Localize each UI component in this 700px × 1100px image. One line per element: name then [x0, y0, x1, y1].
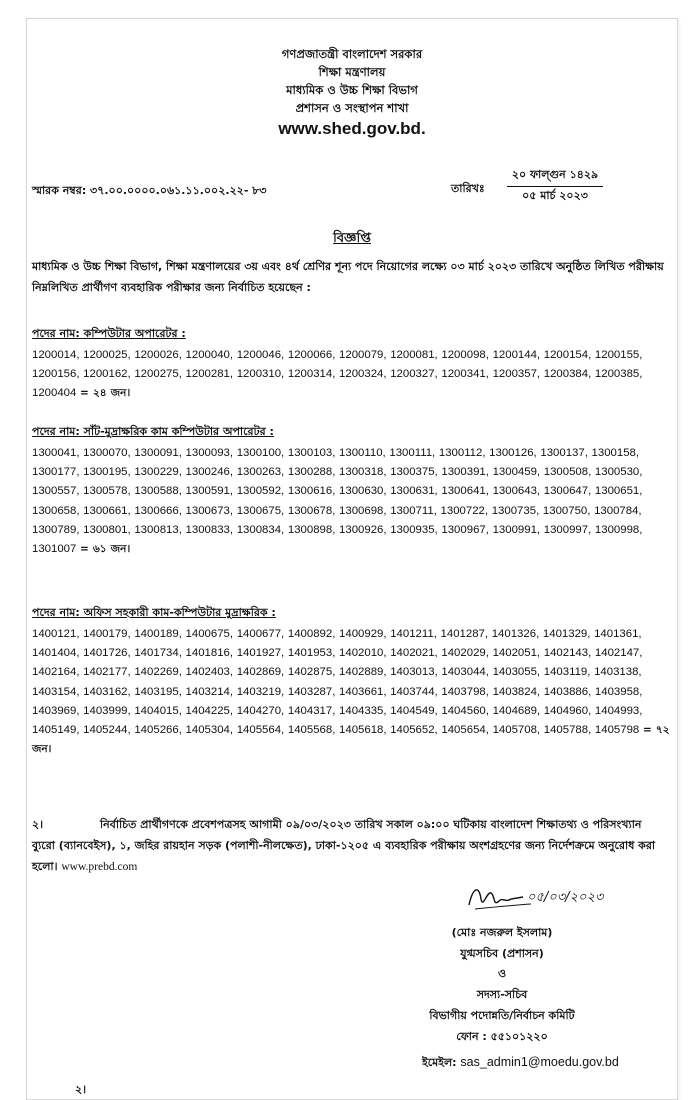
- branch-name: প্রশাসন ও সংস্থাপন শাখা: [295, 101, 409, 115]
- roll-numbers: [32, 444, 672, 559]
- section-title: পদের নাম: সাঁট-মুদ্রাক্ষরিক কাম কম্পিউটার অপারেটর :: [32, 425, 274, 438]
- notice-title-text: বিজ্ঞপ্তি: [333, 231, 371, 246]
- signatory-member: সদস্য-সচিব: [476, 988, 528, 1001]
- date-english: ০৫ মার্চ ২০২৩: [522, 189, 588, 202]
- letterhead: [27, 45, 677, 141]
- section-stenographer: [32, 423, 672, 559]
- date-bangla: ২০ ফাল্গুন ১৪২৯: [507, 166, 603, 187]
- ministry-name: শিক্ষা মন্ত্রণালয়: [318, 65, 386, 79]
- section-office-assistant: [32, 604, 672, 759]
- roll-numbers: [32, 346, 672, 404]
- conjunction: ও: [497, 967, 507, 980]
- section-title: পদের নাম: অফিস সহকারী কাম-কম্পিউটার মুদ্রাক্ষরিক :: [32, 606, 276, 619]
- section-title: পদের নাম: কম্পিউটার অপারেটর :: [32, 327, 186, 340]
- handwritten-signature: [465, 879, 635, 919]
- paragraph-number: ২।: [32, 818, 44, 831]
- watermark-website[interactable]: www.prebd.com: [61, 861, 138, 873]
- candidate-count: = ৬১ জন।: [80, 543, 131, 556]
- intro-paragraph: মাধ্যমিক ও উচ্চ শিক্ষা বিভাগ, শিক্ষা মন্ত্রণালয়ের ৩য় এবং ৪র্থ শ্রেণির শূন্য পদে নিয়োগের লক্ষ্যে ০৩ মার্চ ২০২৩ তারিখে অনুষ্ঠিত লিখিত পরীক্ষায় নিম্নলিখিত প্রার্থীগণ ব্যবহারিক পরীক্ষার জন্য নির্বাচিত হয়েছেন :: [32, 260, 664, 294]
- notice-title: [27, 229, 677, 250]
- roll-number-list: 1300041, 1300070, 1300091, 1300093, 1300100, 1300103, 1300110, 1300111, 1300112, 1300126, 1300137, 1300158, 1300177, 1300195, 1300229, 1300246, 1300263, 1300288, 1300318, 1300375, 1300391, 1300459, 1300508, 1300530, 1300557, 1300578, 1300588, 1300591, 1300592, 1300616, 1300630, 1300631, 1300641, 1300643, 1300647, 1300651, 1300658, 1300661, 1300666, 1300673, 1300675, 1300678, 1300698, 1300711, 1300722, 1300735, 1300750, 1300784, 1300789, 1300801, 1300813, 1300833, 1300834, 1300898, 1300926, 1300935, 1300967, 1300991, 1300997, 1300998, 1301007: [32, 447, 643, 556]
- footer-number: ২।: [75, 1083, 87, 1096]
- signatory-name: (মোঃ নজরুল ইসলাম): [451, 926, 553, 939]
- instruction-text: নির্বাচিত প্রার্থীগণকে প্রবেশপত্রসহ আগামী ০৯/০৩/২০২৩ তারিখ সকাল ০৯:০০ ঘটিকায় বাংলাদেশ শিক্ষাতথ্য ও পরিসংখ্যান ব্যুরো (ব্যানবেইস), ১, জহির রায়হান সড়ক (পলাশী-নীলক্ষেত), ঢাকা-১২০৫ এ ব্যবহারিক পরীক্ষায় অংশগ্রহণের জন্য নির্দেশক্রমে অনুরোধ করা হলো।: [32, 818, 656, 873]
- roll-numbers: [32, 625, 672, 759]
- roll-number-list: 1200014, 1200025, 1200026, 1200040, 1200046, 1200066, 1200079, 1200081, 1200098, 1200144, 1200154, 1200155, 1200156, 1200162, 1200275, 1200281, 1200310, 1200314, 1200324, 1200327, 1200341, 1200357, 1200384, 1200385, 1200404: [32, 349, 643, 400]
- roll-number-list: 1400121, 1400179, 1400189, 1400675, 1400677, 1400892, 1400929, 1401211, 1401287, 1401326, 1401329, 1401361, 1401404, 1401726, 1401734, 1401816, 1401927, 1401953, 1402010, 1402021, 1402029, 1402051, 1402143, 1402147, 1402164, 1402177, 1402269, 1402403, 1402869, 1402875, 1402889, 1403013, 1403044, 1403055, 1403119, 1403138, 1403154, 1403162, 1403195, 1403214, 1403219, 1403287, 1403661, 1403744, 1403798, 1403824, 1403886, 1403958, 1403969, 1403999, 1404015, 1404225, 1404270, 1404317, 1404335, 1404549, 1404560, 1404689, 1404960, 1404993, 1405149, 1405244, 1405266, 1405304, 1405564, 1405568, 1405618, 1405652, 1405654, 1405708, 1405788, 1405798: [32, 628, 643, 737]
- division-name: মাধ্যমিক ও উচ্চ শিক্ষা বিভাগ: [286, 83, 418, 97]
- date-label: তারিখঃ: [451, 182, 485, 195]
- signatory-block: [377, 922, 627, 1047]
- candidate-count: = ২৪ জন।: [80, 387, 131, 400]
- memo-number: স্মারক নম্বর: ৩৭.০০.০০০০.০৬১.১১.০০২.২২- ৮৩: [32, 184, 267, 197]
- candidate-count: = ৭২ জন।: [32, 724, 670, 756]
- govt-name: গণপ্রজাতন্ত্রী বাংলাদেশ সরকার: [281, 47, 423, 61]
- instruction-paragraph: [32, 814, 667, 878]
- signatory-email: [422, 1054, 619, 1073]
- date-block: [451, 165, 681, 207]
- email-address[interactable]: sas_admin1@moedu.gov.bd: [460, 1055, 619, 1069]
- signatory-committee: বিভাগীয় পদোন্নতি/নির্বাচন কমিটি: [429, 1009, 575, 1022]
- signatory-phone: ফোন : ৫৫১০১২২০: [456, 1030, 548, 1043]
- signature-date: ০৫/০৩/২০২৩: [527, 890, 604, 905]
- section-computer-operator: [32, 325, 672, 404]
- email-label: ইমেইল:: [422, 1056, 457, 1069]
- signatory-designation: যুগ্মসচিব (প্রশাসন): [460, 947, 544, 960]
- website-link[interactable]: www.shed.gov.bd.: [278, 119, 426, 138]
- notice-page: [26, 18, 678, 1100]
